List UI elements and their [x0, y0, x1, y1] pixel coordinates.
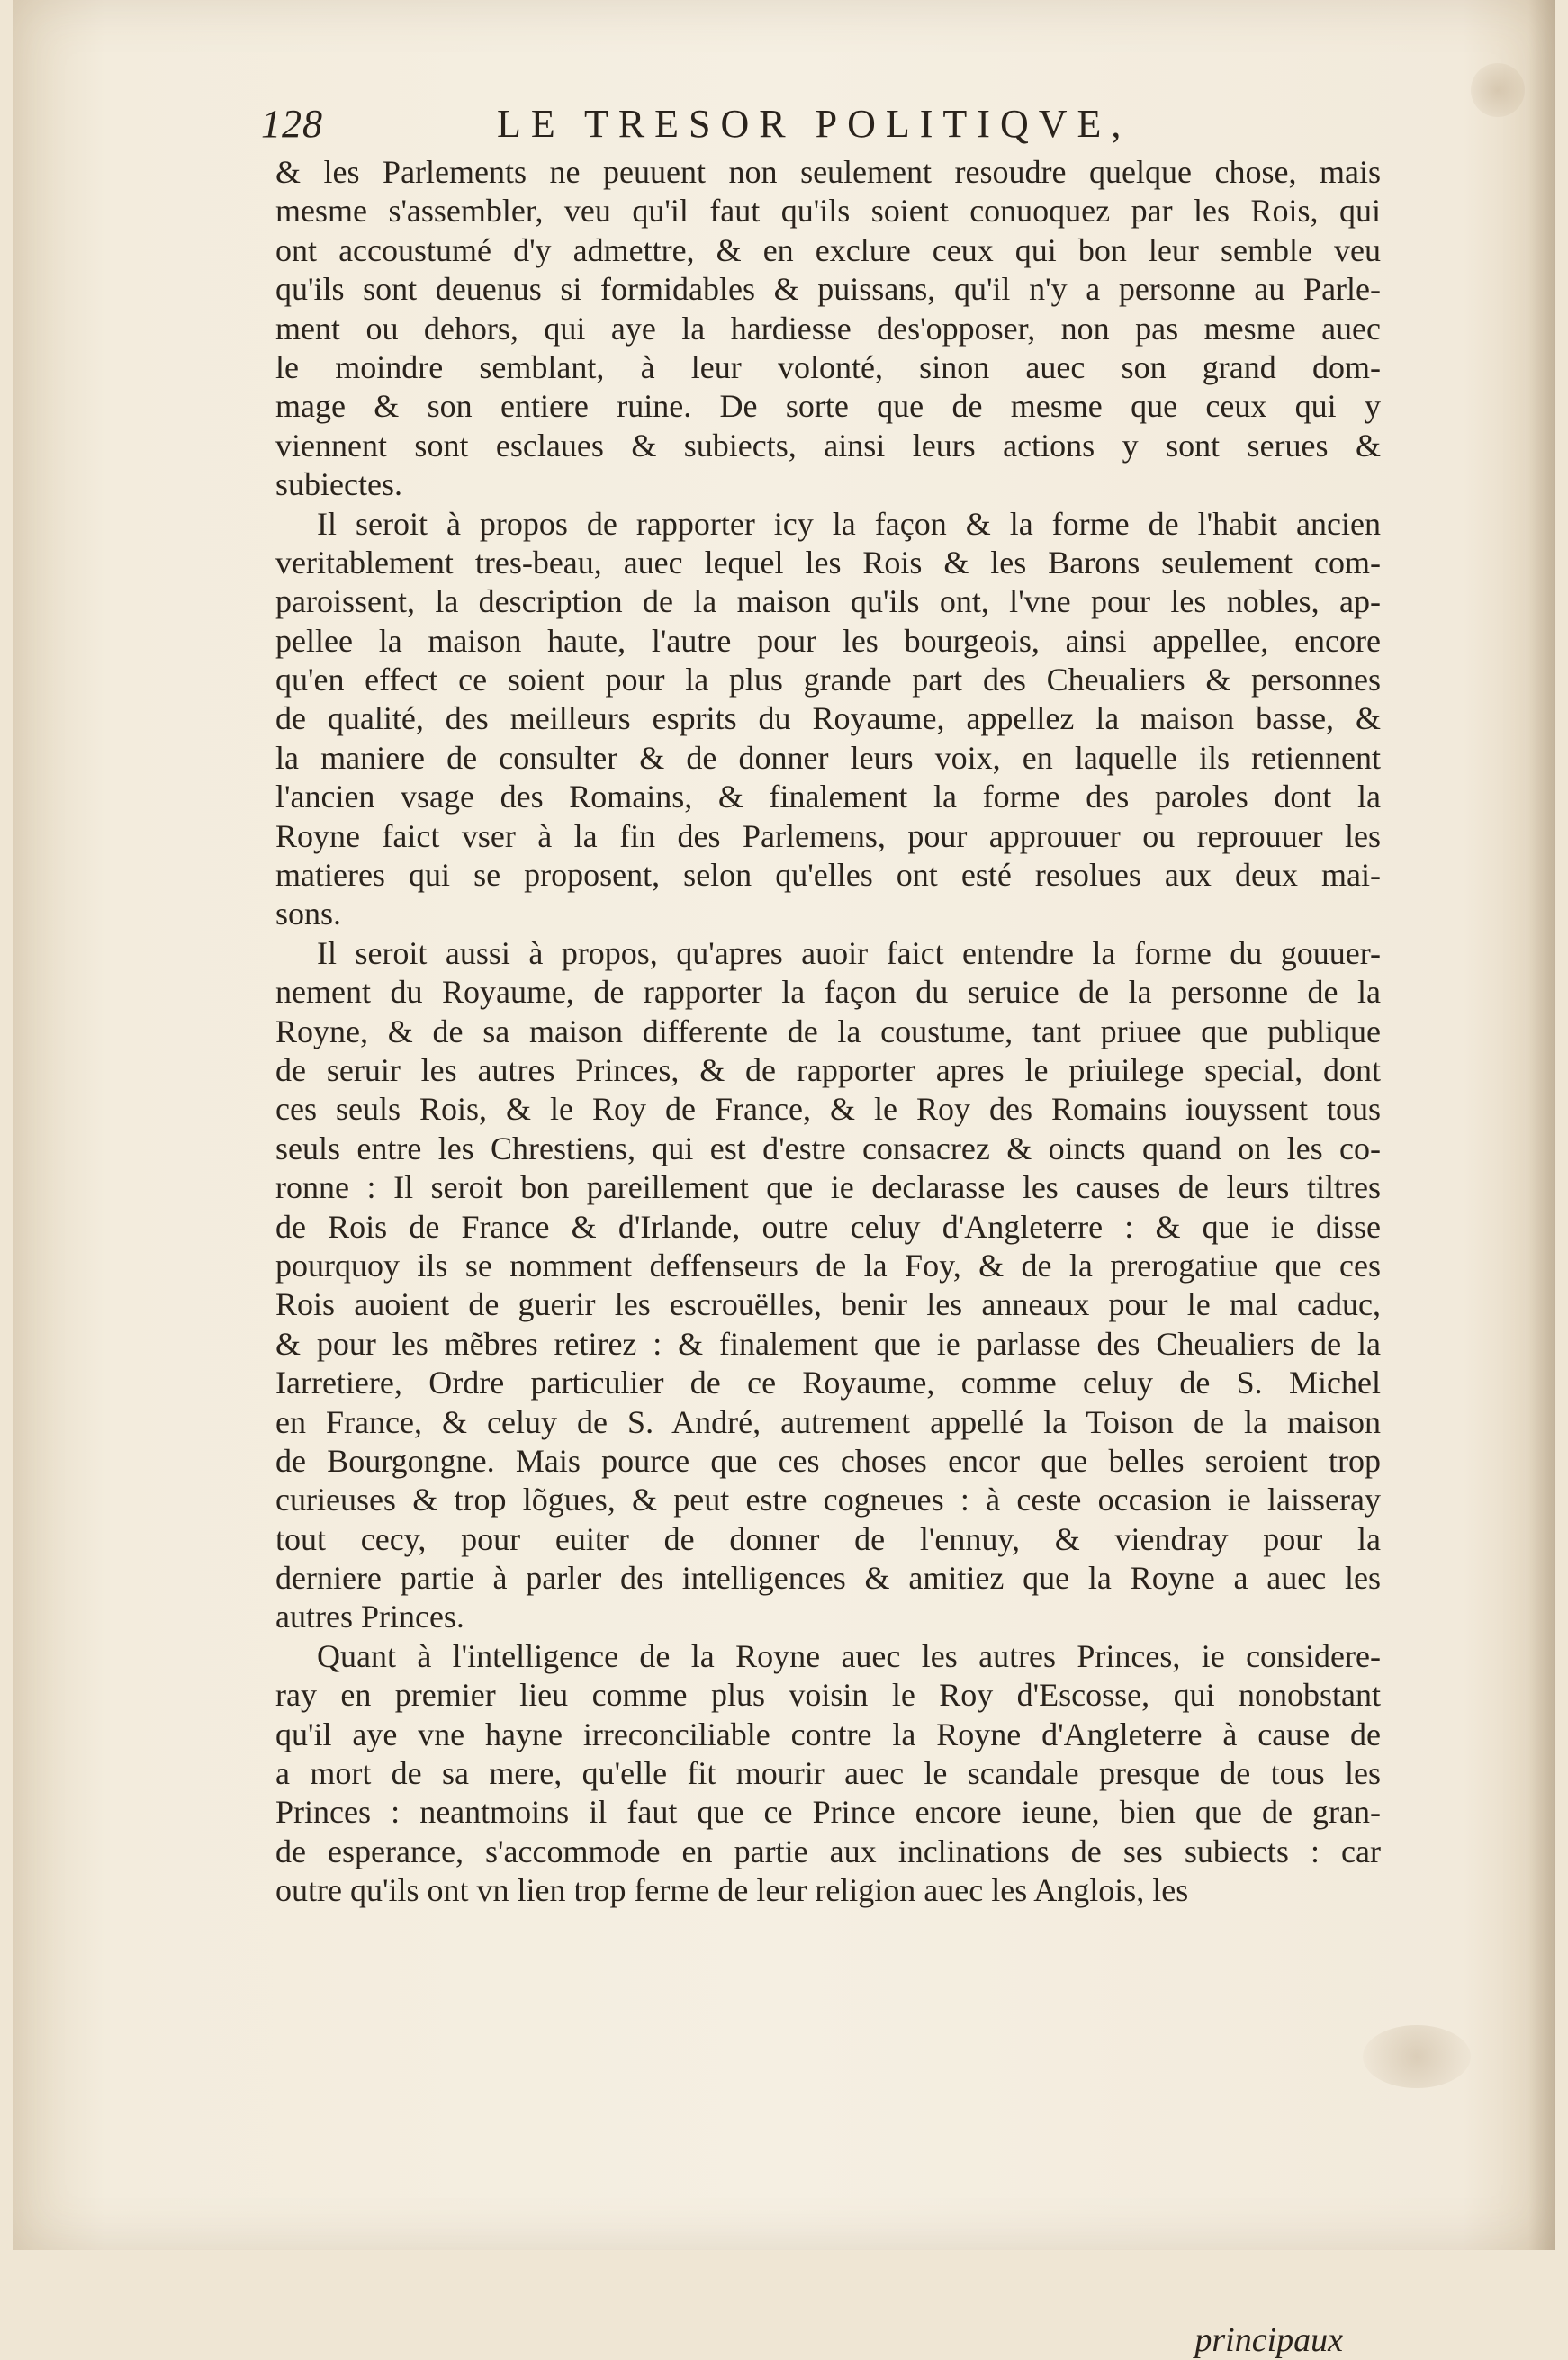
text-line: veritablement tres-beau, auec lequel les Rois & les Barons seulement com-	[275, 544, 1381, 581]
text-line: Princes : neantmoins il faut que ce Prince encore ieune, bien que de gran-	[275, 1794, 1381, 1831]
text-line: la maniere de consulter & de donner leurs voix, en laquelle ils retiennent	[275, 739, 1381, 776]
text-line: mesme s'assembler, veu qu'il faut qu'ils soient conuoquez par les Rois, qui	[275, 193, 1381, 230]
paragraph	[275, 153, 1381, 505]
text-line: viennent sont esclaues & subiects, ainsi leurs actions y sont serues &	[275, 427, 1381, 464]
paper-stain	[1471, 63, 1525, 117]
text-line: mage & son entiere ruine. De sorte que de mesme que ceux qui y	[275, 388, 1381, 425]
text-line: Rois auoient de guerir les escrouëlles, benir les anneaux pour le mal caduc,	[275, 1286, 1381, 1323]
text-line: Il seroit à propos de rapporter icy la façon & la forme de l'habit ancien	[317, 505, 1381, 542]
text-line: paroissent, la description de la maison qu'ils ont, l'vne pour les nobles, ap-	[275, 583, 1381, 620]
body-text	[275, 153, 1381, 1911]
text-line: pellee la maison haute, l'autre pour les bourgeois, ainsi appellee, encore	[275, 622, 1381, 659]
paragraph	[275, 1637, 1381, 1911]
text-line: autres Princes.	[275, 1599, 464, 1635]
text-line: ces seuls Rois, & le Roy de France, & le Roy des Romains iouyssent tous	[275, 1091, 1381, 1128]
text-line: Royne faict vser à la fin des Parlemens, pour approuuer ou reprouuer les	[275, 817, 1381, 854]
text-line: le moindre semblant, à leur volonté, sinon auec son grand dom-	[275, 348, 1381, 385]
text-line: Il seroit aussi à propos, qu'apres auoir faict entendre la forme du gouuer-	[317, 934, 1381, 971]
text-line: Iarretiere, Ordre particulier de ce Royaume, comme celuy de S. Michel	[275, 1365, 1381, 1401]
text-line: de Rois de France & d'Irlande, outre celuy d'Angleterre : & que ie disse	[275, 1208, 1381, 1245]
text-line: de esperance, s'accommode en partie aux inclinations de ses subiects : car	[275, 1833, 1381, 1869]
paper-stain	[1363, 2025, 1471, 2088]
text-line: en France, & celuy de S. André, autrement appellé la Toison de la maison	[275, 1403, 1381, 1440]
text-line: de Bourgongne. Mais pource que ces choses encor que belles seroient trop	[275, 1442, 1381, 1479]
text-line: ment ou dehors, qui aye la hardiesse des'opposer, non pas mesme auec	[275, 310, 1381, 347]
text-line: Royne, & de sa maison differente de la coustume, tant priuee que publique	[275, 1013, 1381, 1049]
text-line: outre qu'ils ont vn lien trop ferme de leur religion auec les Anglois, les	[275, 1872, 1189, 1909]
text-line: sons.	[275, 896, 342, 932]
page-number: 128	[261, 102, 323, 146]
text-line: l'ancien vsage des Romains, & finalement la forme des paroles dont la	[275, 779, 1381, 815]
text-line: qu'ils sont deuenus si formidables & puissans, qu'il n'y a personne au Parle-	[275, 271, 1381, 308]
text-line: ray en premier lieu comme plus voisin le Roy d'Escosse, qui nonobstant	[275, 1677, 1381, 1714]
text-line: & pour les mẽbres retirez : & finalement que ie parlasse des Cheualiers de la	[275, 1325, 1381, 1362]
page-header	[261, 101, 1350, 155]
text-line: derniere partie à parler des intelligences & amitiez que la Royne a auec les	[275, 1560, 1381, 1597]
text-line: pourquoy ils se nomment deffenseurs de la Foy, & de la prerogatiue que ces	[275, 1247, 1381, 1284]
text-line: de qualité, des meilleurs esprits du Royaume, appellez la maison basse, &	[275, 700, 1381, 737]
book-page	[13, 0, 1555, 2359]
text-line: qu'en effect ce soient pour la plus grande part des Cheualiers & personnes	[275, 662, 1381, 698]
text-line: matieres qui se proposent, selon qu'elles ont esté resolues aux deux mai-	[275, 857, 1381, 894]
text-line: qu'il aye vne hayne irreconciliable contre la Royne d'Angleterre à cause de	[275, 1716, 1381, 1752]
text-line: Quant à l'intelligence de la Royne auec les autres Princes, ie considere-	[317, 1637, 1381, 1674]
text-line: ont accoustumé d'y admettre, & en exclure ceux qui bon leur semble veu	[275, 231, 1381, 268]
text-line: curieuses & trop lõgues, & peut estre cogneues : à ceste occasion ie laisseray	[275, 1482, 1381, 1518]
text-line: tout cecy, pour euiter de donner de l'ennuy, & viendray pour la	[275, 1520, 1381, 1557]
paragraph	[275, 505, 1381, 934]
text-line: a mort de sa mere, qu'elle fit mourir auec le scandale presque de tous les	[275, 1755, 1381, 1792]
text-line: nement du Royaume, de rapporter la façon du seruice de la personne de la	[275, 974, 1381, 1011]
text-line: de seruir les autres Princes, & de rapporter apres le priuilege special, dont	[275, 1051, 1381, 1088]
paragraph	[275, 934, 1381, 1637]
text-line: subiectes.	[275, 466, 402, 503]
text-line: & les Parlements ne peuuent non seulement resoudre quelque chose, mais	[275, 154, 1381, 190]
running-title: LE TRESOR POLITIQVE,	[497, 102, 1131, 146]
catchword: principaux	[1194, 2321, 1343, 2359]
text-line: seuls entre les Chrestiens, qui est d'estre consacrez & oincts quand on les co-	[275, 1130, 1381, 1166]
text-line: ronne : Il seroit bon pareillement que ie declarasse les causes de leurs tiltres	[275, 1169, 1381, 1206]
